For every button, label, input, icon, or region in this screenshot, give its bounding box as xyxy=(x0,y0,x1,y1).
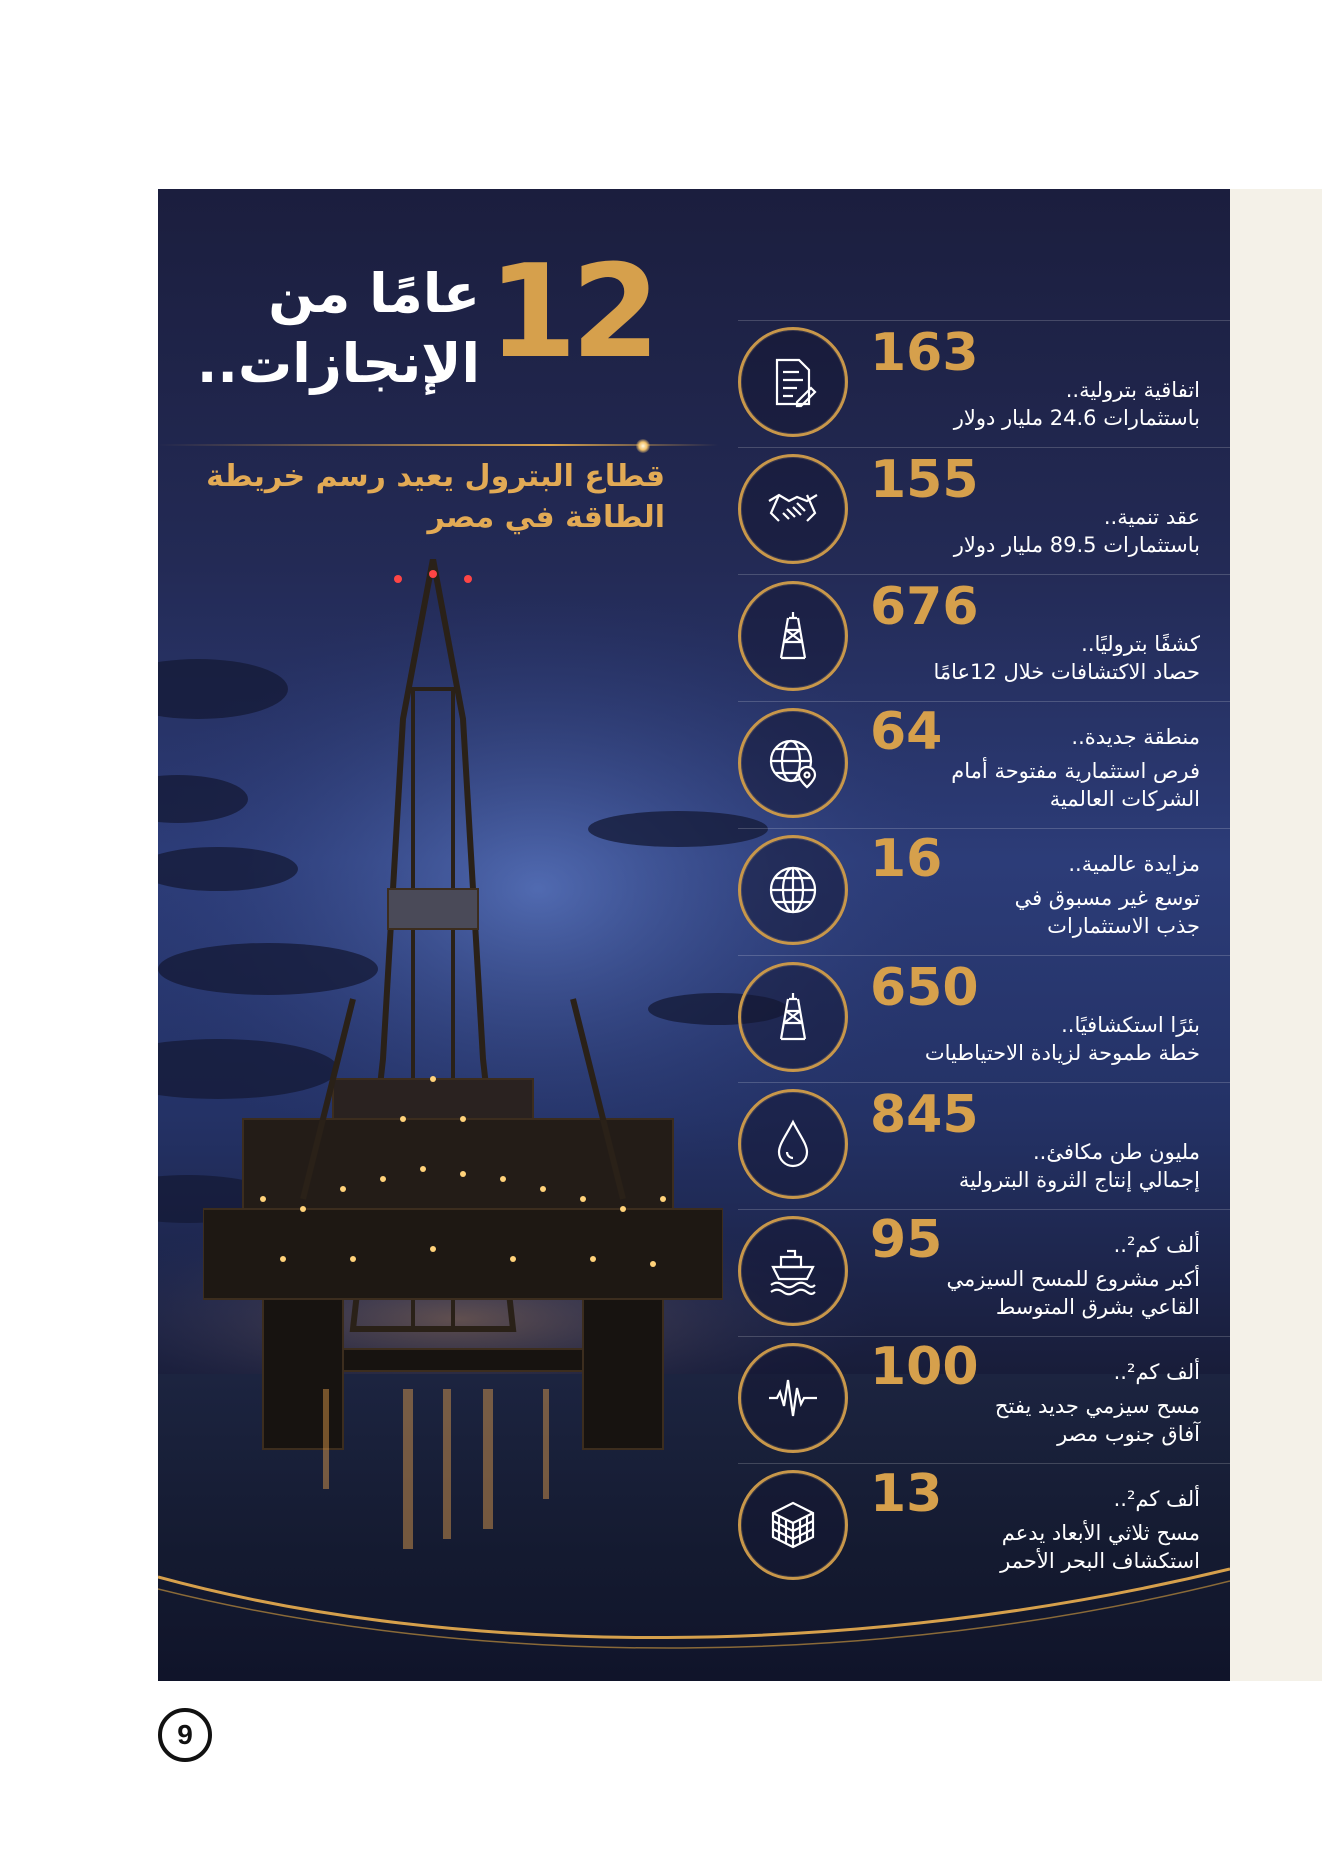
stat-number: 16 xyxy=(870,829,943,889)
stat-label: ألف كم².. xyxy=(1113,1233,1200,1257)
stat-label: اتفاقية بترولية.. xyxy=(1065,378,1200,402)
page-number: 9 xyxy=(158,1708,212,1762)
stat-item xyxy=(738,1210,1230,1337)
stat-detail: مسح ثلاثي الأبعاد يدعم xyxy=(1001,1521,1200,1545)
stat-number: 650 xyxy=(870,958,979,1018)
stat-number: 155 xyxy=(870,450,979,510)
stat-detail: توسع غير مسبوق في xyxy=(1014,886,1200,910)
stat-detail-2: القاعي بشرق المتوسط xyxy=(995,1295,1200,1319)
stat-number: 13 xyxy=(870,1464,943,1524)
stat-item xyxy=(738,702,1230,829)
drop-icon xyxy=(738,1089,848,1199)
stat-detail: إجمالي إنتاج الثروة البترولية xyxy=(958,1168,1200,1192)
stat-detail: باستثمارات 24.6 مليار دولار xyxy=(953,406,1200,430)
stat-detail: خطة طموحة لزيادة الاحتياطيات xyxy=(924,1041,1200,1065)
stat-detail: فرص استثمارية مفتوحة أمام xyxy=(951,759,1200,783)
stat-detail-2: الشركات العالمية xyxy=(1049,787,1200,811)
stat-label: عقد تنمية.. xyxy=(1103,505,1200,529)
stat-number: 676 xyxy=(870,577,979,637)
ship-icon xyxy=(738,1216,848,1326)
subtitle: قطاع البترول يعيد رسم خريطة الطاقة في مصر xyxy=(206,459,665,535)
globe-pin-icon xyxy=(738,708,848,818)
gold-curve-decoration xyxy=(158,1559,1230,1681)
stat-detail-2: استكشاف البحر الأحمر xyxy=(1000,1549,1200,1573)
stat-item xyxy=(738,829,1230,956)
stats-list xyxy=(738,320,1230,1590)
stat-label: مزايدة عالمية.. xyxy=(1068,852,1200,876)
seismic-wave-icon xyxy=(738,1343,848,1453)
stat-number: 95 xyxy=(870,1210,943,1270)
stat-item xyxy=(738,320,1230,448)
stat-detail: باستثمارات 89.5 مليار دولار xyxy=(953,533,1200,557)
sparkle-decoration xyxy=(636,439,650,453)
stat-label: منطقة جديدة.. xyxy=(1071,725,1200,749)
oil-rig-illustration xyxy=(203,559,723,1559)
side-strip xyxy=(1230,189,1322,1681)
oil-rig-icon xyxy=(738,962,848,1072)
stat-item xyxy=(738,1083,1230,1210)
stat-item xyxy=(738,956,1230,1083)
stat-item xyxy=(738,1337,1230,1464)
stat-label: مليون طن مكافئ.. xyxy=(1033,1140,1200,1164)
stat-item xyxy=(738,575,1230,702)
stat-detail: مسح سيزمي جديد يفتح xyxy=(994,1394,1200,1418)
stat-label: ألف كم².. xyxy=(1113,1360,1200,1384)
stat-detail: أكبر مشروع للمسح السيزمي xyxy=(946,1267,1200,1291)
title-line-2: الإنجازات.. xyxy=(196,332,480,395)
handshake-icon xyxy=(738,454,848,564)
stat-detail-2: آفاق جنوب مصر xyxy=(1057,1422,1200,1446)
stat-item xyxy=(738,448,1230,575)
stat-number: 163 xyxy=(870,323,979,383)
stat-label: ألف كم².. xyxy=(1113,1487,1200,1511)
title-line-1: عامًا من xyxy=(268,262,480,325)
stat-label: كشفًا بتروليًا.. xyxy=(1081,632,1200,656)
oil-rig-icon xyxy=(738,581,848,691)
document-icon xyxy=(738,327,848,437)
globe-icon xyxy=(738,835,848,945)
stat-number: 64 xyxy=(870,702,943,762)
stat-label: بئرًا استكشافيًا.. xyxy=(1061,1013,1200,1037)
stat-number: 845 xyxy=(870,1085,979,1145)
stat-detail: حصاد الاكتشافات خلال 12عامًا xyxy=(933,660,1200,684)
title-number: 12 xyxy=(488,238,655,387)
stat-detail-2: جذب الاستثمارات xyxy=(1047,914,1200,938)
infographic-panel xyxy=(158,189,1230,1681)
title-divider xyxy=(158,444,718,446)
stat-number: 100 xyxy=(870,1337,979,1397)
